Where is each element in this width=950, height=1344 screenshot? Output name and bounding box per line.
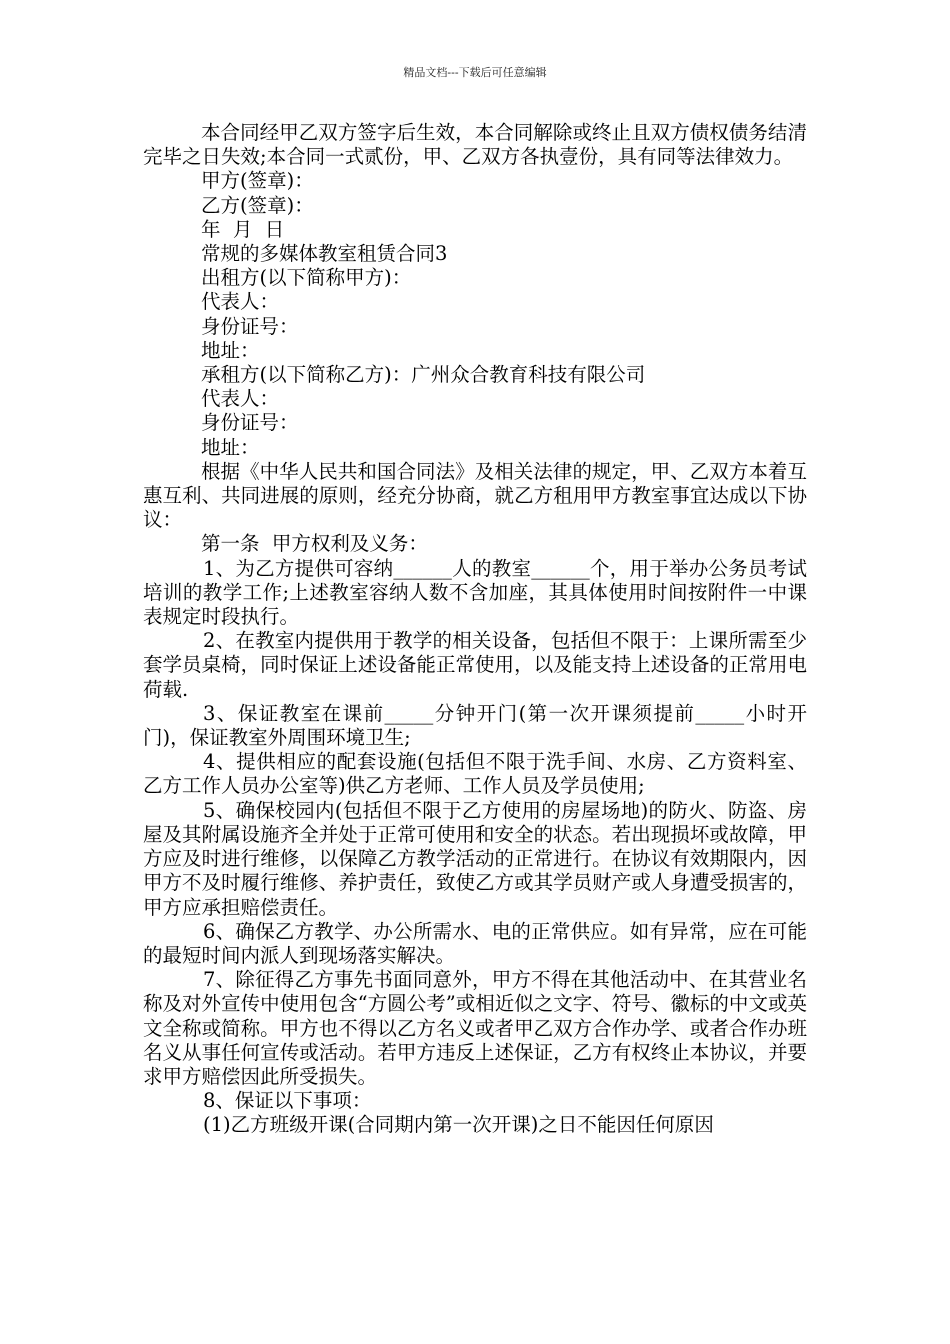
article-1-heading: 第一条 甲方权利及义务： xyxy=(201,532,428,556)
lessee-line: 承租方(以下简称乙方)：广州众合教育科技有限公司 xyxy=(201,363,646,387)
contract-title: 常规的多媒体教室租赁合同3 xyxy=(201,242,448,266)
clause-3: 3、保证教室在课前_____分钟开门(第一次开课须提前_____小时开门)，保证教室外周围环境卫生; xyxy=(143,701,807,750)
clause-4: 4、提供相应的配套设施(包括但不限于洗手间、水房、乙方资料室、乙方工作人员办公室等)供乙方老师、工作人员及学员使用; xyxy=(143,750,807,798)
lessee-address: 地址： xyxy=(201,435,260,459)
page-header: 精品文档---下载后可任意编辑 xyxy=(403,66,547,79)
paragraph-effectiveness: 本合同经甲乙双方签字后生效，本合同解除或终止且双方债权债务结清完毕之日失效;本合同一式贰份，甲、乙双方各执壹份，具有同等法律效力。 xyxy=(143,121,807,169)
party-a-signature-line: 甲方(签章)： xyxy=(201,169,314,193)
clause-2: 2、在教室内提供用于教学的相关设备，包括但不限于：上课所需至少 套学员桌椅，同时保证上述设备能正常使用，以及能支持上述设备的正常用电荷载. xyxy=(143,629,820,701)
clause-5: 5、确保校园内(包括但不限于乙方使用的房屋场地)的防火、防盗、房屋及其附属设施齐全并处于正常可使用和安全的状态。若出现损坏或故障，甲方应及时进行维修，以保障乙方教学活动的正常进行。在协议有效期限内，因甲方不及时履行维修、养护责任，致使乙方或其学员财产或人身遭受损害的，甲方应承担赔偿责任。 xyxy=(143,798,807,919)
paragraph-preamble: 根据《中华人民共和国合同法》及相关法律的规定，甲、乙双方本着互惠互利、共同进展的原则，经充分协商，就乙方租用甲方教室事宜达成以下协议： xyxy=(143,459,807,532)
clause-6: 6、确保乙方教学、办公所需水、电的正常供应。如有异常，应在可能的最短时间内派人到现场落实解决。 xyxy=(143,919,807,967)
lessee-representative: 代表人： xyxy=(201,387,280,411)
lessor-address: 地址： xyxy=(201,338,260,362)
clause-7: 7、除征得乙方事先书面同意外，甲方不得在其他活动中、在其营业名称及对外宣传中使用包含“方圆公考”或相近似之文字、符号、徽标的中文或英文全称或简称。甲方也不得以乙方名义或者甲乙双方合作办学、或者合作办班名义从事任何宣传或活动。若甲方违反上述保证，乙方有权终止本协议，并要求甲方赔偿因此所受损失。 xyxy=(143,968,807,1088)
clause-1: 1、为乙方提供可容纳______人的教室______个，用于举办公务员考试培训的教学工作;上述教室容纳人数不含加座，其具体使用时间按附件一中课表规定时段执行。 xyxy=(143,556,807,629)
lessee-id-number: 身份证号： xyxy=(201,411,299,435)
date-line: 年 月 日 xyxy=(201,217,285,241)
lessor-line: 出租方(以下简称甲方)： xyxy=(201,266,412,290)
lessor-representative: 代表人： xyxy=(201,290,280,314)
party-b-signature-line: 乙方(签章)： xyxy=(201,193,314,217)
document-body xyxy=(143,121,820,1138)
clause-8-item-1: (1)乙方班级开课(合同期内第一次开课)之日不能因任何原因 xyxy=(203,1113,714,1137)
clause-8: 8、保证以下事项： xyxy=(203,1089,372,1113)
lessor-id-number: 身份证号： xyxy=(201,314,299,338)
